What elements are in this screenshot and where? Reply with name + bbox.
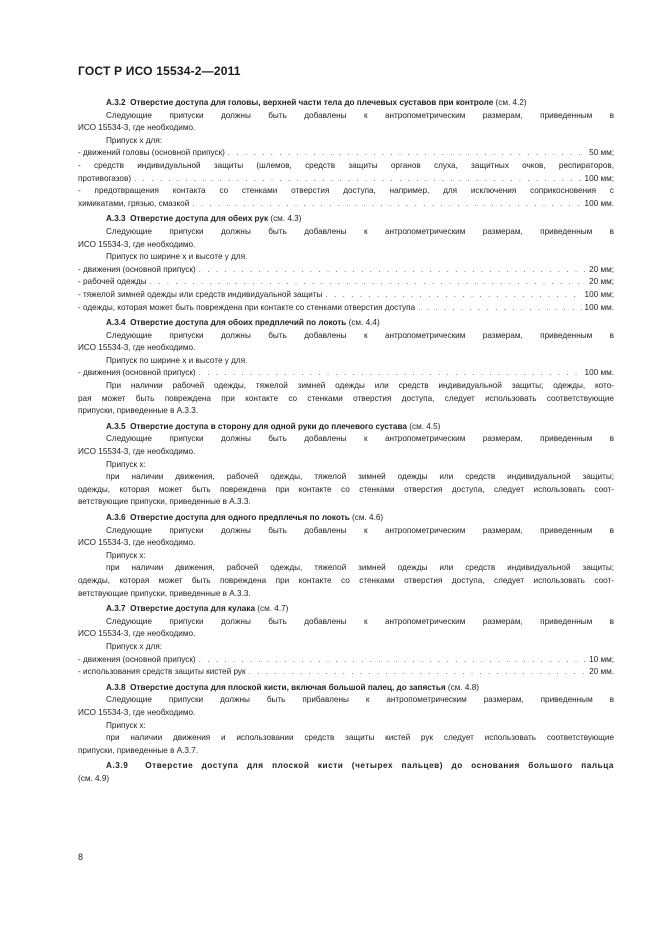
section-heading-a33 — [78, 213, 614, 226]
allowance-item: - рабочей одежды . . . 20 мм; — [78, 276, 614, 289]
section-title: Отверстие доступа для плоской кисти, включая большой палец, до запястья — [130, 682, 446, 692]
section-heading-a36 — [78, 512, 614, 525]
section-title: Отверстие доступа для обоих предплечий по локоть — [130, 318, 347, 328]
section-number: А.3.9 — [106, 761, 129, 771]
paragraph: Следующие припуски должны быть добавлены к антропометрическим размерам, приведенным в — [106, 525, 614, 535]
section-title: Отверстие доступа для одного предплечья по локоть — [130, 513, 350, 522]
section-ref: (см. 4.8) — [447, 682, 480, 692]
allowance-label: Припуск x: — [106, 459, 146, 469]
page-number: 8 — [78, 852, 84, 862]
section-ref: (см. 4.9) — [78, 773, 110, 783]
paragraph: Следующие припуски должны быть добавлены к антропометрическим размерам, приведенным в — [106, 110, 614, 120]
paragraph: При наличии рабочей одежды, тяжелой зимней одежды или средств индивидуальной защиты; одежды, кото- — [106, 381, 614, 391]
allowance-item: - использования средств защиты кистей рук . . . 20 мм. — [78, 666, 614, 679]
section-title: Отверстие доступа для обеих рук — [130, 214, 269, 224]
document-body — [78, 94, 614, 785]
paragraph: ветствующие припуски, приведенные в А.3.3. — [78, 588, 251, 598]
paragraph: при наличии движения, рабочей одежды, тяжелой зимней одежды или средств индивидуальной защиты; — [106, 472, 614, 482]
paragraph: Следующие припуски должны быть добавлены к антропометрическим размерам, приведенным в — [106, 330, 614, 340]
section-title: Отверстие доступа для кулака — [130, 604, 256, 614]
allowance-label: Припуск x для: — [106, 641, 163, 651]
allowance-label: Припуск x: — [106, 720, 146, 730]
allowance-item: химикатами, грязью, смазкой . . . 100 мм. — [78, 198, 614, 211]
paragraph: ИСО 15534-3, где необходимо. — [78, 707, 196, 717]
allowance-item: - движения (основной припуск) . . . 20 мм; — [78, 264, 614, 277]
paragraph: ИСО 15534-3, где необходимо. — [78, 123, 196, 133]
paragraph: припуски, приведенные в А.3.7. — [78, 745, 199, 755]
paragraph: ИСО 15534-3, где необходимо. — [78, 538, 196, 548]
section-number: А.3.5 — [106, 421, 126, 431]
section-title: Отверстие доступа для плоской кисти (четырех пальцев) до основания большого пальца — [145, 761, 614, 771]
section-number: А.3.4 — [106, 318, 126, 328]
paragraph: при наличии движения, рабочей одежды, тяжелой зимней одежды или средств индивидуальной защиты; — [106, 563, 614, 573]
section-ref: (см. 4.7) — [257, 604, 289, 614]
paragraph: ИСО 15534-3, где необходимо. — [78, 343, 196, 353]
section-ref: (см. 4.3) — [270, 214, 302, 224]
document-header: ГОСТ Р ИСО 15534-2—2011 — [78, 64, 241, 78]
section-ref: (см. 4.6) — [352, 513, 384, 522]
section-heading-a34 — [78, 317, 614, 330]
allowance-item: - одежды, которая может быть повреждена при контакте со стенками отверстия доступа . . . 100 мм. — [78, 302, 614, 315]
section-heading-a35 — [78, 421, 614, 434]
section-title: Отверстие доступа для головы, верхней части тела до плечевых суставов при контроле — [130, 98, 494, 107]
allowance-label: Припуск по ширине x и высоте y для. — [106, 252, 248, 262]
allowance-item: - движений головы (основной припуск) . . . 50 мм; — [78, 147, 614, 160]
allowance-label: Припуск x: — [106, 550, 146, 560]
paragraph: ИСО 15534-3, где необходимо. — [78, 629, 196, 639]
allowance-label: Припуск x для: — [106, 135, 163, 145]
section-number: А.3.7 — [106, 604, 126, 614]
paragraph: одежды, которая может быть повреждена при контакте со стенками отверстия доступа, следует использовать соот- — [78, 484, 614, 494]
section-number: А.3.6 — [106, 513, 126, 522]
paragraph: ветствующие припуски, приведенные в А.3.3. — [78, 497, 251, 507]
paragraph: одежды, которая может быть повреждена при контакте со стенками отверстия доступа, следует использовать соот- — [78, 575, 614, 585]
allowance-item: - движения (основной припуск) . . . 10 мм; — [78, 654, 614, 667]
section-ref: (см. 4.5) — [409, 421, 441, 431]
paragraph: Следующие припуски должны быть добавлены к антропометрическим размерам, приведенным в — [106, 226, 614, 236]
section-number: А.3.3 — [106, 214, 126, 224]
section-number: А.3.8 — [106, 682, 126, 692]
paragraph: рая может быть повреждена при контакте со стенками отверстия доступа, следует использовать соответствующие — [78, 393, 614, 403]
paragraph: Следующие припуски должны быть добавлены к антропометрическим размерам, приведенным в — [106, 434, 614, 444]
section-heading-a38 — [78, 682, 614, 695]
paragraph: - предотвращения контакта со стенками отверстия доступа, например, для исключения соприкосновения с — [78, 186, 614, 196]
paragraph: - средств индивидуальной защиты (шлемов, средств защиты органов слуха, защитных очков, респираторов, — [78, 160, 614, 170]
section-ref: (см. 4.4) — [348, 318, 380, 328]
section-heading-a39 — [78, 760, 614, 773]
section-title: Отверстие доступа в сторону для одной руки до плечевого сустава — [130, 421, 407, 431]
section-ref: (см. 4.2) — [495, 98, 527, 107]
allowance-label: Припуск по ширине x и высоте y для. — [106, 355, 248, 365]
paragraph: ИСО 15534-3, где необходимо. — [78, 447, 196, 457]
allowance-item: - движения (основной припуск) . . . 100 мм. — [78, 367, 614, 380]
allowance-item: противогазов) . . . 100 мм; — [78, 173, 614, 186]
section-number: А.3.2 — [106, 98, 126, 107]
paragraph: Следующие припуски должны быть прибавлены к антропометрическим размерам, приведенным в — [106, 695, 614, 705]
allowance-item: - тяжелой зимней одежды или средств индивидуальной защиты . . . 100 мм; — [78, 289, 614, 302]
paragraph: при наличии движения и использовании средств защиты кистей рук следует использовать соответствующие — [106, 733, 614, 743]
paragraph: припуски, приведенные в А.3.3. — [78, 406, 199, 416]
section-heading-a37 — [78, 603, 614, 616]
section-heading-a32 — [78, 97, 614, 110]
paragraph: Следующие припуски должны быть добавлены к антропометрическим размерам, приведенным в — [106, 616, 614, 626]
paragraph: ИСО 15534-3, где необходимо. — [78, 239, 196, 249]
